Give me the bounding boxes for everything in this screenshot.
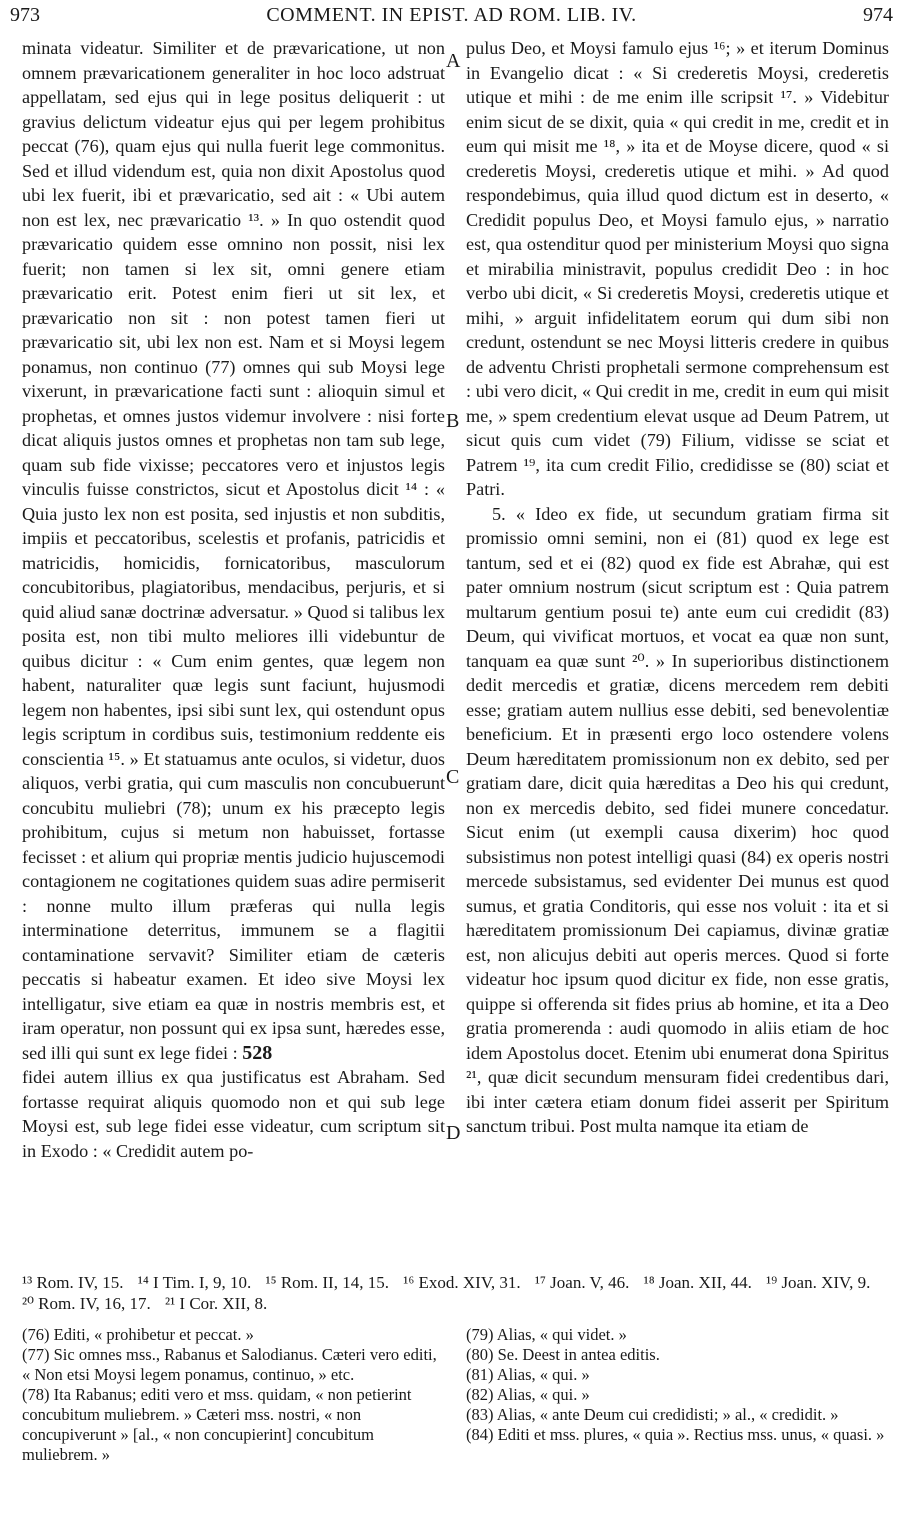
- scripture-ref: ²¹ I Cor. XII, 8.: [164, 1294, 268, 1313]
- column-number-marker: 528: [242, 1041, 273, 1064]
- margin-letter-c: C: [446, 766, 460, 788]
- scripture-ref: ¹³ Rom. IV, 15.: [22, 1273, 124, 1292]
- footnote: (81) Alias, « qui. »: [466, 1365, 590, 1384]
- right-paragraph-1: pulus Deo, et Moysi famulo ejus ¹⁶; » et iterum Dominus in Evangelio dicat : « Si crederetis Moysi, crederetis utique et mihi : de me enim ille scripsit ¹⁷. » Videbitur enim sicut de se dixit, quia « qui credit in me, credit et in eum qui misit me ¹⁸, » ita et de Moyse dicere, quod « si crederetis Moysi, crederetis utique et mihi. » Ad quod respondebimus, quia illud quod dictum est in deserto, « Credidit populus Deo, et Moysi famulo ejus, » narratio est, qua ostenditur quod per ministerium Moysi quo signa et mirabilia ministravit, populus credidit Deo : in hoc verbo ubi dicit, « Si crederetis Moysi, crederetis utique et mihi, » arguit infidelitatem eorum qui dum sibi non credunt, ostendunt se nec Moysi litteris credere in quibus de adventu Christi prophetali sermone comprehensum est : ubi vero dicit, « Qui credit in me, credit in eum qui misit me, » spem credentium elevat usque ad Deum Patrem, ut sicut quis cum videt (79) Filium, vidisse se sciat et Patrem ¹⁹, ita cum credit Filio, credidisse se (80) sciat et Patri.: [466, 38, 889, 499]
- scripture-ref: ¹⁵ Rom. II, 14, 15.: [265, 1273, 389, 1292]
- footnotes-right: [466, 1325, 891, 1525]
- margin-letter-b: B: [446, 410, 460, 432]
- left-paragraph-2: fidei autem illius ex qua justificatus est Abraham. Sed fortasse requirat aliquis quomodo non et qui sub lege Moysi est, sub lege fidei esse videatur, cum scriptum sit in Exodo : « Credidit autem po-: [22, 1067, 445, 1161]
- scripture-references: [22, 1272, 888, 1316]
- scripture-ref: ²⁰ Rom. IV, 16, 17.: [22, 1294, 151, 1313]
- scripture-ref: ¹⁶ Exod. XIV, 31.: [403, 1273, 521, 1292]
- running-title: COMMENT. IN EPIST. AD ROM. LIB. IV.: [266, 4, 637, 26]
- right-column: [466, 36, 889, 1258]
- page-number-left: 973: [10, 4, 40, 26]
- footnote: (77) Sic omnes mss., Rabanus et Salodianus. Cæteri vero editi, « Non etsi Moysi legem ponamus, continuo, » etc.: [22, 1345, 437, 1384]
- left-column: [22, 36, 445, 1258]
- footnote: (80) Se. Deest in antea editis.: [466, 1345, 660, 1364]
- footnote: (78) Ita Rabanus; editi vero et mss. quidam, « non petierint concubitum muliebrem. » Cæteri mss. nostri, « non concupiverunt » [al., « non concupierint] concubitum muliebrem. »: [22, 1385, 412, 1464]
- margin-letter-d: D: [446, 1122, 461, 1144]
- footnote: (76) Editi, « prohibetur et peccat. »: [22, 1325, 254, 1344]
- scripture-ref: ¹⁸ Joan. XII, 44.: [643, 1273, 752, 1292]
- scripture-ref: ¹⁴ I Tim. I, 9, 10.: [137, 1273, 252, 1292]
- footnotes-left: [22, 1325, 447, 1525]
- scripture-ref: ¹⁹ Joan. XIV, 9.: [766, 1273, 871, 1292]
- scripture-ref: ¹⁷ Joan. V, 46.: [534, 1273, 630, 1292]
- page-header: [0, 4, 903, 34]
- footnote: (84) Editi et mss. plures, « quia ». Rectius mss. unus, « quasi. »: [466, 1425, 885, 1444]
- page-number-right: 974: [863, 4, 893, 26]
- margin-letter-a: A: [446, 50, 461, 72]
- left-paragraph-1: minata videatur. Similiter et de prævaricatione, ut non omnem prævaricationem generaliter in hoc loco adstruat appellatam, sed ejus qui in lege positus deliquerit : ut gravius delictum videatur ejus qui per legem prohibitus peccat (76), quam ejus qui nulla fuerit lege commonitus. Sed et illud videndum est, quia non dixit Apostolus quod ubi lex fuerit, ibi et prævaricatio, sed ait : « Ubi autem non est lex, nec prævaricatio ¹³. » In quo ostendit quod prævaricatio quidem esse omnino non possit, nisi lex fuerit; non tamen si lex sit, omni genere etiam prævaricatio erit. Potest enim fieri ut sit lex, et prævaricatio non sit : non potest tamen fieri ut prævaricatio sit, ubi lex non est. Nam et si Moysi legem ponamus, non continuo (77) omnes qui sub Moysi lege vixerunt, in prævaricatione facti sunt : alioquin simul et prophetas, et omnes justos videmur involvere : nisi forte dicat aliquis justos omnes et prophetas non tam sub lege, quam sub fide vixisse; peccatores vero et injustos legis vinculis fuisse constrictos, sicut et Apostolus dicit ¹⁴ : « Quia justo lex non est posita, sed injustis et non subditis, impiis et peccatoribus, scelestis et profanis, patricidis et matricidis, homicidis, fornicatoribus, masculorum concubitoribus, plagiatoribus, mendacibus, perjuris, et si quid aliud sanæ doctrinæ adversatur. » Quod si talibus lex posita est, non tibi multo meliores illi videbuntur de quibus dicitur : « Cum enim gentes, quæ legem non habent, naturaliter quæ legis sunt faciunt, hujusmodi legem non habentes, ipsi sibi sunt lex, qui ostendunt opus legis scriptum in cordibus suis, testimonium reddente eis conscientia ¹⁵. » Et statuamus ante oculos, si videtur, duos aliquos, verbi gratia, qui cum masculis non concubuerunt concubitu muliebri (78); unum ex his præcepto legis prohibitum, cujus si metum non habuisset, fortasse fecisset : et alium qui propriæ mentis judicio hujuscemodi contagionem ne cogitationes quidem suas adire permiserit : nonne multo illum præferas qui nulla legis interminatione deterritus, immunem se a flagitii contaminatione servavit? Similiter etiam de cæteris peccatis si habeatur examen. Et ideo sive Moysi lex intelligatur, sive etiam ea quæ in nostris membris est, et iram operatur, non possunt qui ex ipsa sunt, hæredes esse, sed illi qui sunt ex lege fidei : 528: [22, 38, 445, 1064]
- right-paragraph-2: 5. « Ideo ex fide, ut secundum gratiam firma sit promissio omni semini, non ei (81) quod ex lege est tantum, sed et ei (82) quod ex fide est Abrahæ, qui est pater omnium nostrum (sicut scriptum est : Quia patrem multarum gentium posui te) ante eum cui credidit (83) Deum, qui vivificat mortuos, et vocat ea quæ non sunt, tanquam ea quæ sunt ²⁰. » In superioribus distinctionem dedit mercedis et gratiæ, dicens mercedem rem debiti esse; gratiam autem nullius esse debiti, sed benevolentiæ beneficium. Et in præsenti ergo loco ostendere volens Deum hæreditatem promissionum non ex debito, sed per gratiam dare, dicit quia hæreditas a Deo his qui credunt, non ex mercedis debito, sed fidei munere concedatur. Sicut enim (ut exempli causa dixerim) hoc quod subsistimus non potest intelligi quasi (84) ex operis nostri mercede subsistamus, sed evidenter Dei munus est quod sumus, et gratia Conditoris, qui esse nos voluit : ita et si hæreditatem promissionum Dei capiamus, divinæ gratiæ est, non alicujus debiti aut operis merces. Quod si forte videatur hoc ipsum quod dicitur ex fide, non esse gratis, quippe si offerenda sit fides prius ab homine, et ita a Deo gratia promerenda : audi quomodo in aliis etiam de hoc idem Apostolus docet. Etenim ubi enumerat dona Spiritus ²¹, quæ dicit secundum mensuram fidei credentibus dari, ibi inter cætera etiam donum fidei asserit per Spiritum sanctum tribui. Post multa namque ita etiam de: [466, 503, 889, 1136]
- footnote: (83) Alias, « ante Deum cui credidisti; » al., « credidit. »: [466, 1405, 839, 1424]
- footnote: (82) Alias, « qui. »: [466, 1385, 590, 1404]
- footnote: (79) Alias, « qui videt. »: [466, 1325, 627, 1344]
